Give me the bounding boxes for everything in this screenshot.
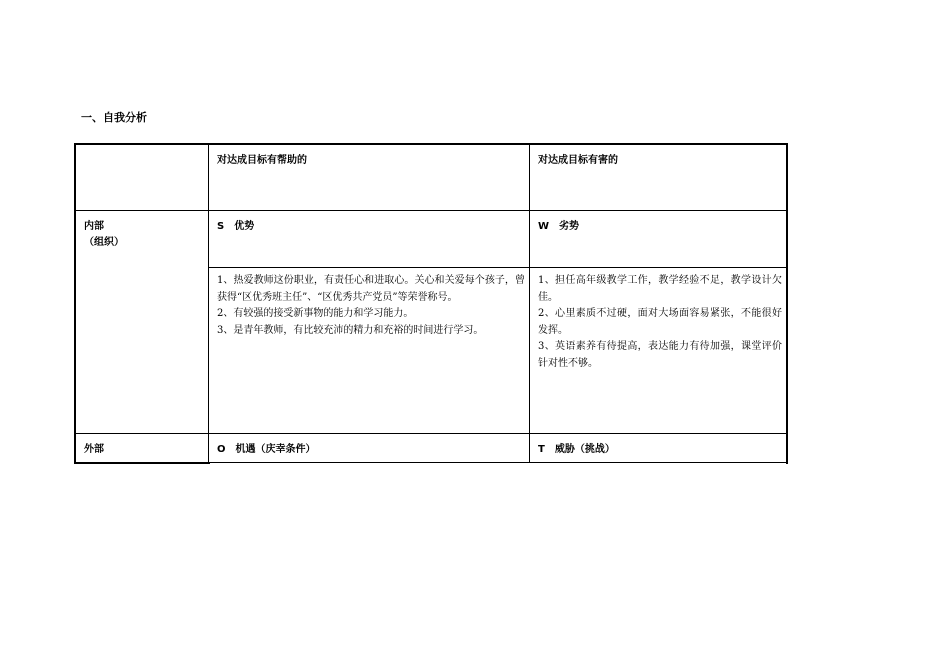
swot-table — [74, 143, 788, 464]
header-helpful: 对达成目标有帮助的 — [217, 155, 307, 166]
table-border-right — [786, 143, 788, 464]
table-border-left — [74, 143, 76, 464]
table-border-bottom — [74, 462, 210, 464]
internal-label — [76, 211, 208, 271]
section-title: 一、自我分析 — [81, 111, 147, 124]
threats-label: T 威胁（挑战） — [538, 444, 615, 455]
opportunities-label: O 机遇（庆幸条件） — [217, 444, 316, 455]
internal-label-line1: 内部 — [84, 221, 104, 232]
header-harmful: 对达成目标有害的 — [538, 155, 618, 166]
weaknesses-text: 1、担任高年级教学工作，教学经验不足，教学设计欠佳。 2、心里素质不过硬，面对大场面容易紧张，不能很好发挥。 3、英语素养有待提高，表达能力有待加强，课堂评价针对性不够。 — [538, 275, 782, 369]
strengths-text: 1、热爱教师这份职业，有责任心和进取心。关心和关爱每个孩子，曾获得“区优秀班主任”、“区优秀共产党员”等荣誉称号。 2、有较强的接受新事物的能力和学习能力。 3、是青年教师，有比较充沛的精力和充裕的时间进行学习。 — [217, 275, 525, 336]
table-border-bottom — [210, 462, 788, 463]
weaknesses-label: W 劣势 — [538, 221, 580, 232]
strengths-label: S 优势 — [217, 221, 255, 232]
internal-label-line2: （组织） — [84, 237, 124, 248]
external-label: 外部 — [84, 444, 104, 455]
